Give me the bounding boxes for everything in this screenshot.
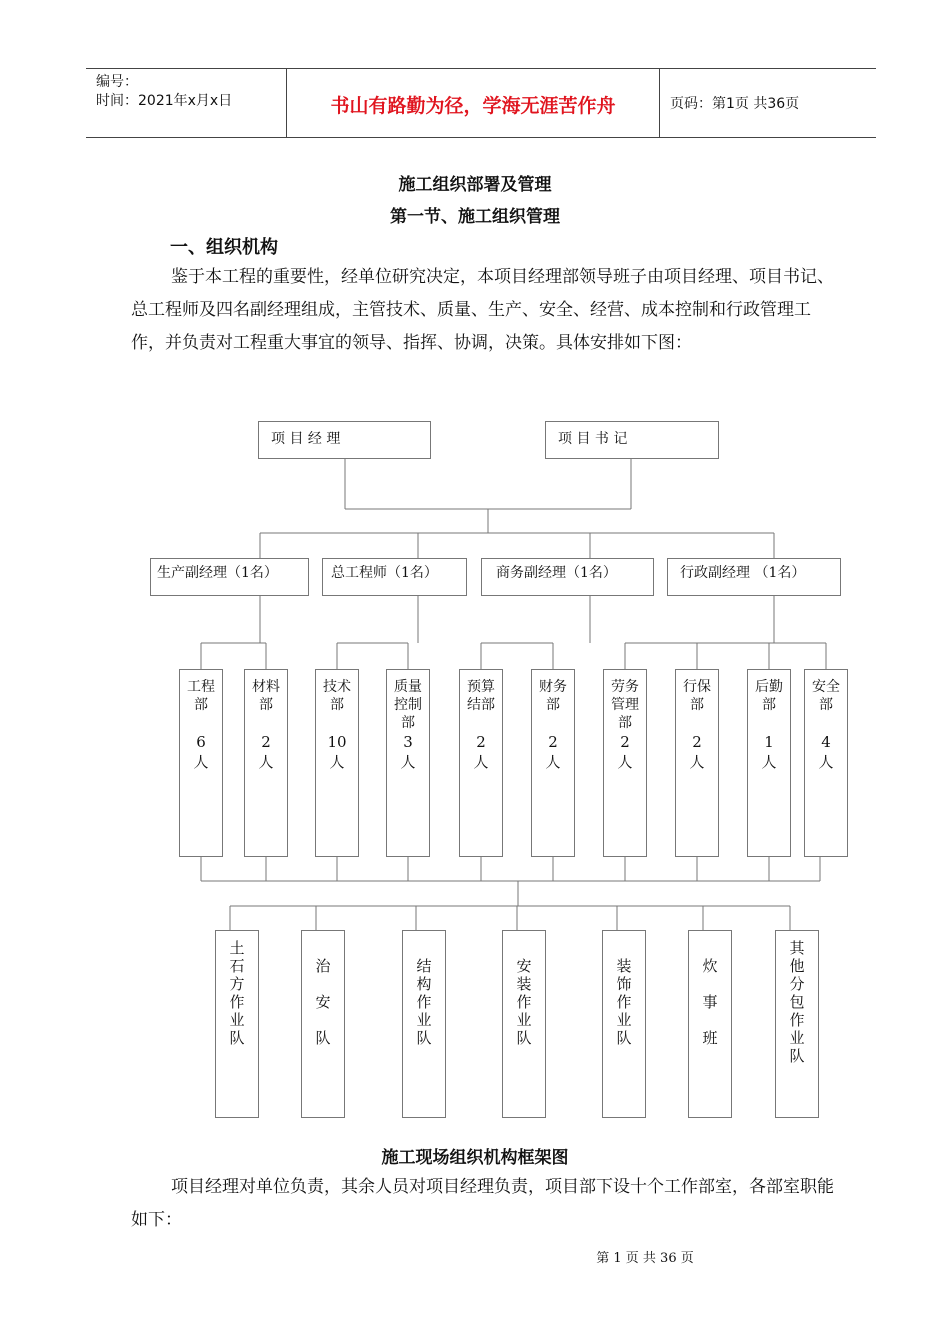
- team-name: 安 装 作 业 队: [516, 957, 532, 1047]
- closing-text: 项目经理对单位负责，其余人员对项目经理负责，项目部下设十个工作部室，各部室职能如下：: [131, 1177, 834, 1230]
- project-manager-label: 项 目 经 理: [271, 431, 341, 447]
- deputy-box-commerce: [481, 558, 654, 596]
- dept-name: 劳务 管理 部: [611, 679, 639, 731]
- dept-box: [675, 669, 719, 857]
- dept-count: 4 人: [818, 733, 834, 771]
- closing-paragraph: [131, 1171, 843, 1237]
- deputy-box-production: [150, 558, 309, 596]
- dept-name: 质量 控制 部: [394, 679, 422, 731]
- team-box: [215, 930, 259, 1118]
- team-box: [602, 930, 646, 1118]
- page-footer: 第 1 页 共 36 页: [596, 1251, 694, 1266]
- dept-name: 安全 部: [812, 679, 840, 713]
- heading-org: 一、组织机构: [170, 237, 278, 258]
- dept-box: [531, 669, 575, 857]
- team-name: 装 饰 作 业 队: [616, 957, 632, 1047]
- team-name: 其 他 分 包 作 业 队: [789, 939, 805, 1065]
- dept-name: 技术 部: [323, 679, 351, 713]
- dept-box: [603, 669, 647, 857]
- team-box: [775, 930, 819, 1118]
- team-name: 土 石 方 作 业 队: [229, 939, 245, 1047]
- project-secretary-box: [545, 421, 719, 459]
- deputy-label: 行政副经理 （1名）: [680, 565, 806, 581]
- team-name: 炊 事 班: [702, 957, 718, 1047]
- dept-box: [386, 669, 430, 857]
- dept-name: 行保 部: [683, 679, 711, 713]
- dept-box: [244, 669, 288, 857]
- header-code: 编号：: [96, 74, 138, 90]
- deputy-label: 生产副经理（1名）: [157, 565, 278, 581]
- dept-count: 2 人: [617, 733, 633, 771]
- dept-box: [804, 669, 848, 857]
- header-motto: 书山有路勤为径，学海无涯苦作舟: [330, 95, 616, 117]
- doc-title: 施工组织部署及管理: [398, 175, 552, 195]
- team-name: 结 构 作 业 队: [416, 957, 432, 1047]
- dept-name: 工程 部: [187, 679, 215, 713]
- team-box: [402, 930, 446, 1118]
- project-manager-box: [258, 421, 431, 459]
- dept-count: 2 人: [258, 733, 274, 771]
- dept-name: 预算 结部: [467, 679, 495, 713]
- team-box: [502, 930, 546, 1118]
- deputy-box-chief-engineer: [322, 558, 467, 596]
- dept-count: 10 人: [327, 733, 347, 771]
- header-page-number: 页码：第1页 共36页: [670, 96, 800, 112]
- team-box: [688, 930, 732, 1118]
- chart-caption: 施工现场组织机构框架图: [381, 1148, 569, 1168]
- project-secretary-label: 项 目 书 记: [558, 431, 628, 447]
- team-box: [301, 930, 345, 1118]
- dept-box: [179, 669, 223, 857]
- intro-text: 鉴于本工程的重要性，经单位研究决定，本项目经理部领导班子由项目经理、项目书记、总工程师及四名副经理组成，主管技术、质量、生产、安全、经营、成本控制和行政管理工作，并负责对工程重大事宜的领导、指挥、协调，决策。具体安排如下图：: [131, 267, 834, 353]
- dept-name: 财务 部: [539, 679, 567, 713]
- deputy-label: 商务副经理（1名）: [496, 565, 617, 581]
- dept-count: 2 人: [689, 733, 705, 771]
- dept-count: 3 人: [400, 733, 416, 771]
- deputy-label: 总工程师（1名）: [331, 565, 438, 581]
- dept-count: 6 人: [193, 733, 209, 771]
- dept-box: [747, 669, 791, 857]
- dept-count: 2 人: [545, 733, 561, 771]
- header-time: 时间：2021年x月x日: [96, 93, 233, 109]
- dept-box: [459, 669, 503, 857]
- dept-box: [315, 669, 359, 857]
- dept-count: 1 人: [761, 733, 777, 771]
- dept-name: 后勤 部: [755, 679, 783, 713]
- dept-name: 材料 部: [252, 679, 280, 713]
- team-name: 治 安 队: [315, 957, 331, 1047]
- section-title: 第一节、施工组织管理: [390, 207, 560, 227]
- dept-count: 2 人: [473, 733, 489, 771]
- deputy-box-admin: [667, 558, 841, 596]
